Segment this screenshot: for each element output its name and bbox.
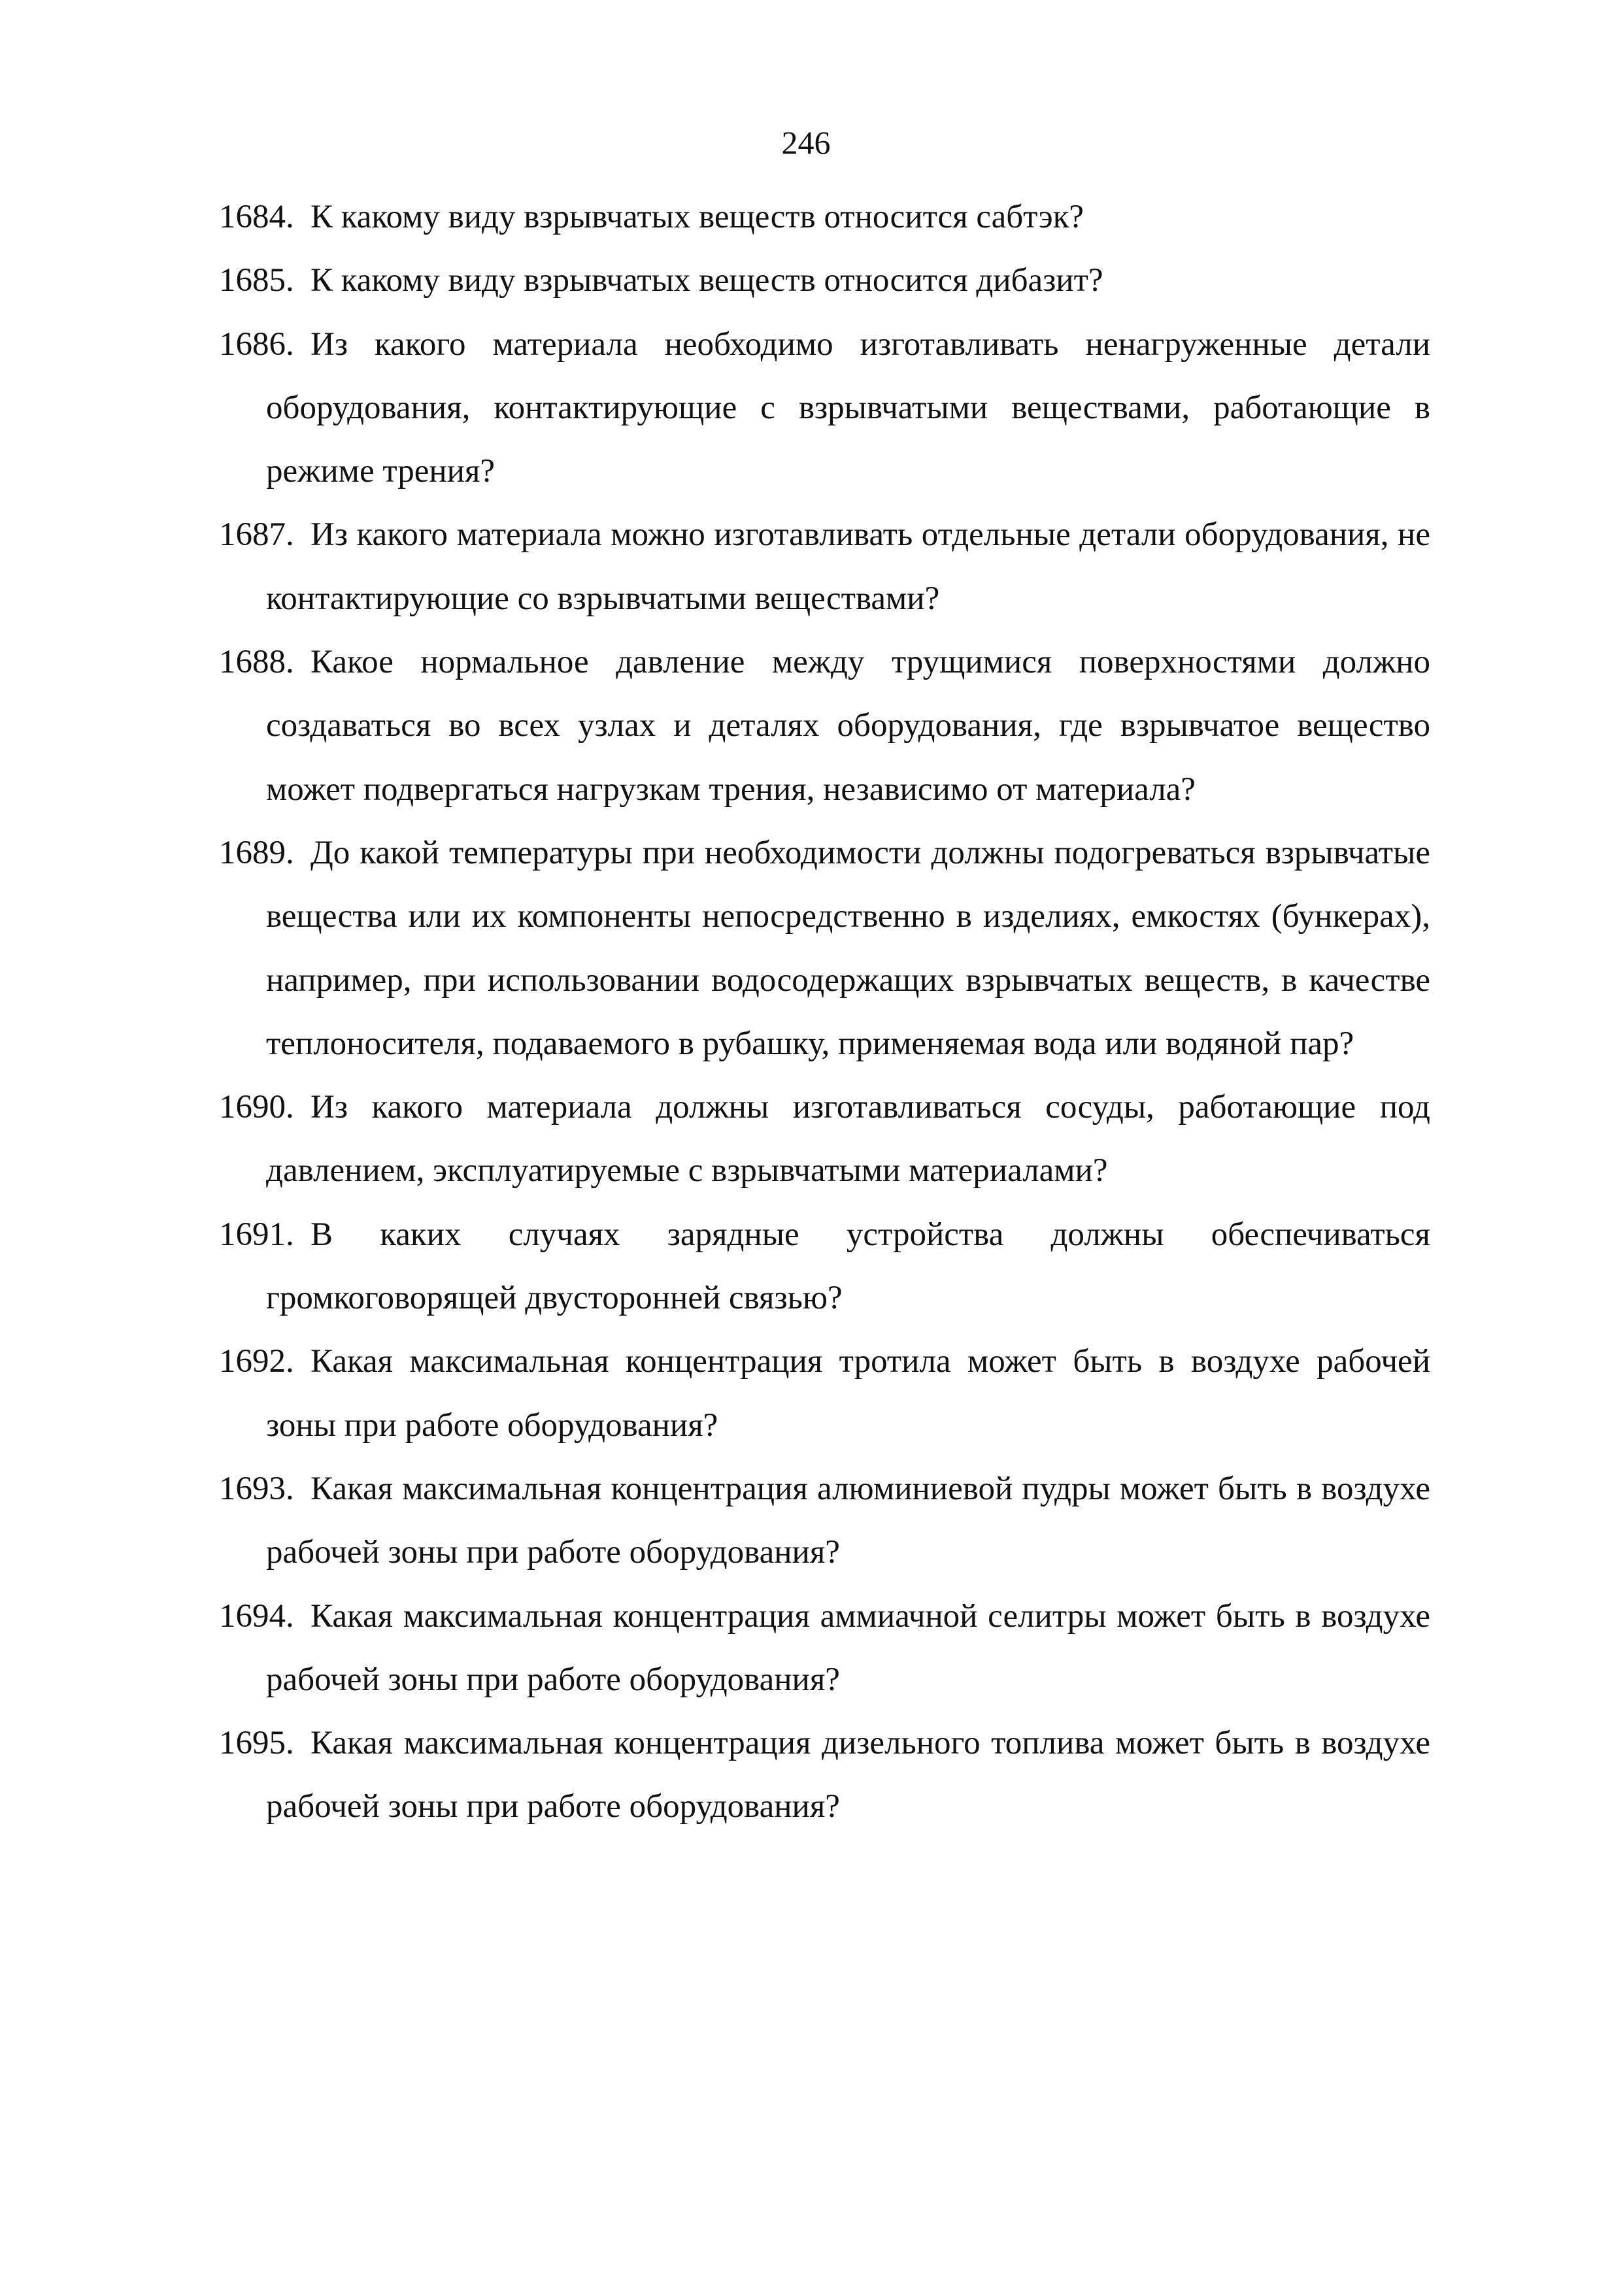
question-number: 1687. — [219, 516, 294, 554]
question-number: 1686. — [219, 325, 294, 363]
question-text: Какая максимальная концентрация дизельного топлива может быть в воздухе рабочей зоны при работе оборудования? — [266, 1725, 1430, 1825]
question-item — [219, 822, 1430, 1076]
question-item — [219, 313, 1430, 504]
question-text: Из какого материала необходимо изготавливать ненагруженные детали оборудования, контактирующие с взрывчатыми веществами, работающие в режиме трения? — [266, 325, 1430, 490]
question-item — [219, 1585, 1430, 1712]
question-text: В каких случаях зарядные устройства должны обеспечиваться громкоговорящей двусторонней связью? — [266, 1216, 1430, 1317]
question-number: 1685. — [219, 262, 294, 299]
question-text: Из какого материала можно изготавливать отдельные детали оборудования, не контактирующие со взрывчатыми веществами? — [266, 516, 1430, 617]
question-number: 1692. — [219, 1343, 294, 1380]
question-item — [219, 1203, 1430, 1331]
question-item — [219, 1712, 1430, 1839]
question-item — [219, 186, 1430, 249]
question-number: 1688. — [219, 644, 294, 681]
question-item — [219, 1076, 1430, 1203]
question-number: 1690. — [219, 1089, 294, 1126]
question-list — [219, 186, 1430, 1839]
page-number: 246 — [781, 124, 831, 161]
question-item — [219, 503, 1430, 631]
question-number: 1695. — [219, 1725, 294, 1762]
question-text: К какому виду взрывчатых веществ относится дибазит? — [311, 262, 1103, 299]
question-number: 1684. — [219, 199, 294, 235]
question-number: 1689. — [219, 834, 294, 871]
question-text: К какому виду взрывчатых веществ относится сабтэк? — [311, 199, 1084, 235]
question-text: Какая максимальная концентрация алюминиевой пудры может быть в воздухе рабочей зоны при работе оборудования? — [266, 1470, 1430, 1571]
question-text: Какая максимальная концентрация аммиачной селитры может быть в воздухе рабочей зоны при работе оборудования? — [266, 1597, 1430, 1698]
question-item — [219, 249, 1430, 312]
question-number: 1691. — [219, 1216, 294, 1253]
question-number: 1694. — [219, 1597, 294, 1635]
question-item — [219, 1330, 1430, 1457]
question-item — [219, 1457, 1430, 1585]
question-text: До какой температуры при необходимости должны подогреваться взрывчатые вещества или их компоненты непосредственно в изделиях, емкостях (бункерах), например, при использовании водосодержащих взрывчатых веществ, в качестве теплоносителя, подаваемого в рубашку, применяемая вода или водяной пар? — [266, 834, 1430, 1062]
question-number: 1693. — [219, 1470, 294, 1507]
question-text: Из какого материала должны изготавливаться сосуды, работающие под давлением, эксплуатируемые с взрывчатыми материалами? — [266, 1089, 1430, 1190]
question-text: Какая максимальная концентрация тротила может быть в воздухе рабочей зоны при работе оборудования? — [266, 1343, 1430, 1444]
question-item — [219, 631, 1430, 822]
question-text: Какое нормальное давление между трущимися поверхностями должно создаваться во всех узлах и деталях оборудования, где взрывчатое вещество может подвергаться нагрузкам трения, независимо от материала? — [266, 644, 1430, 808]
